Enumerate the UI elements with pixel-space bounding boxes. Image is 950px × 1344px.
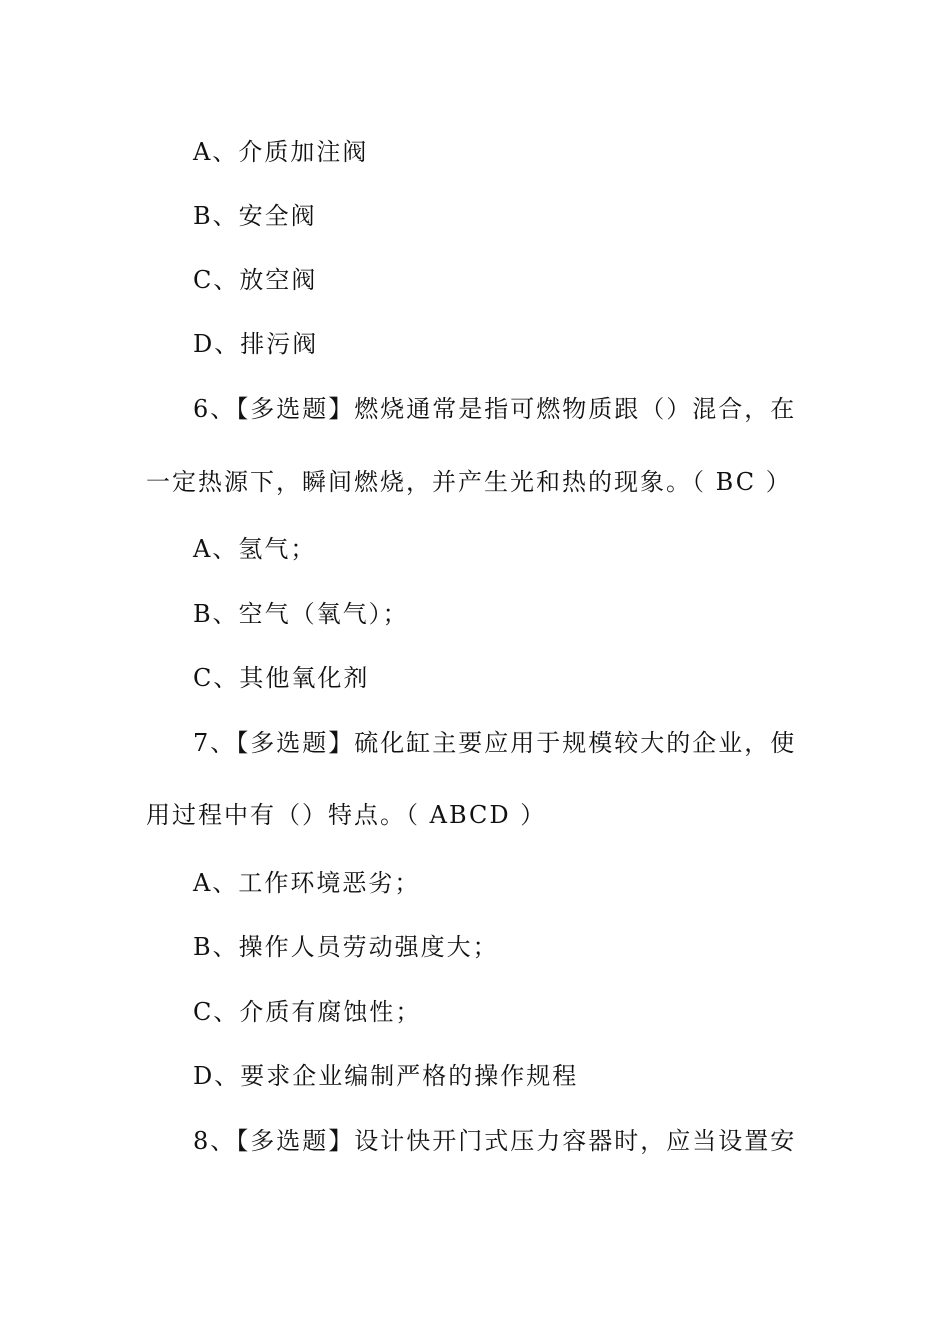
q6-option-a: A、氢气； <box>193 535 317 563</box>
q5-option-d: D、排污阀 <box>193 330 319 358</box>
q7-option-c: C、介质有腐蚀性； <box>193 998 422 1026</box>
q6-option-c: C、其他氧化剂 <box>193 664 370 692</box>
q7-option-d: D、要求企业编制严格的操作规程 <box>193 1062 579 1090</box>
q5-option-b: B、安全阀 <box>193 202 317 230</box>
q5-option-c: C、放空阀 <box>193 266 318 294</box>
q8-stem-line1: 8、【多选题】设计快开门式压力容器时，应当设置安 <box>193 1127 797 1155</box>
q5-option-a: A、介质加注阀 <box>193 138 369 166</box>
q6-stem-line2: 一定热源下，瞬间燃烧，并产生光和热的现象。（ BC ） <box>146 468 792 496</box>
q6-option-b: B、空气（氧气）； <box>193 600 409 628</box>
q7-option-a: A、工作环境恶劣； <box>193 869 421 897</box>
q7-stem-line1: 7、【多选题】硫化缸主要应用于规模较大的企业，使 <box>193 729 797 757</box>
q7-option-b: B、操作人员劳动强度大； <box>193 933 499 961</box>
q7-stem-line2: 用过程中有（）特点。（ ABCD ） <box>146 801 547 829</box>
q6-stem-line1: 6、【多选题】燃烧通常是指可燃物质跟（）混合，在 <box>193 395 797 423</box>
